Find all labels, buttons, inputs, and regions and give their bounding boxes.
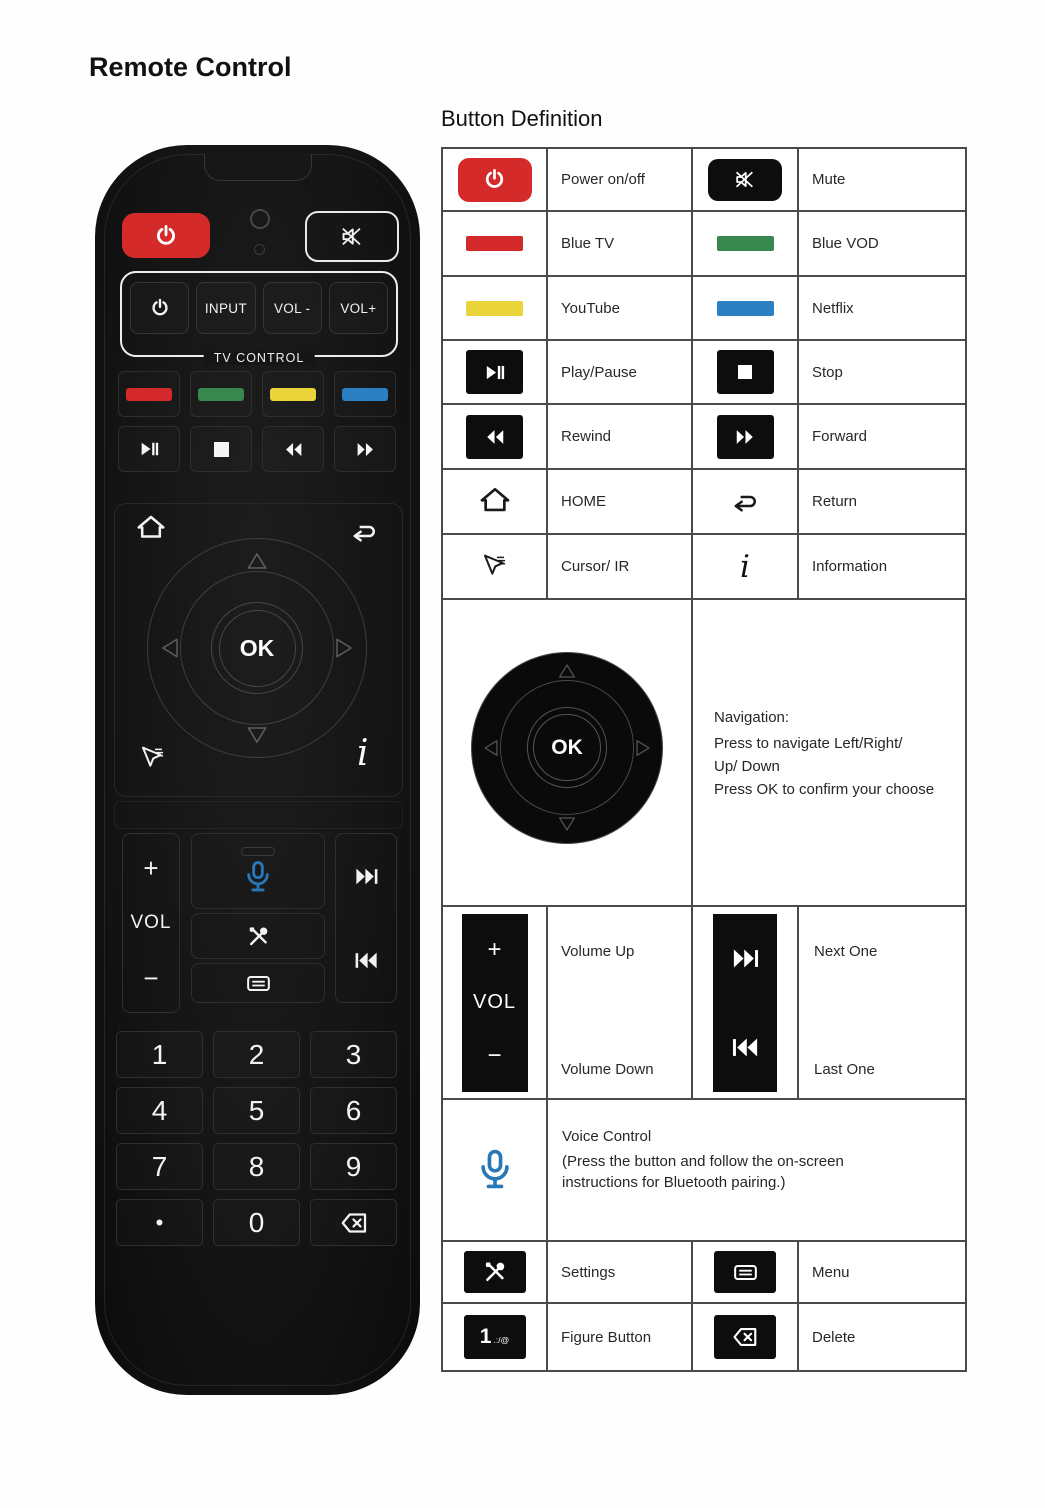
mute-icon-cell	[693, 149, 799, 212]
nav-right-icon	[331, 635, 357, 661]
home-button	[135, 513, 167, 545]
navigation-pad-image	[471, 652, 663, 844]
cursor-icon	[137, 743, 169, 775]
cursor-icon	[479, 551, 511, 583]
stop-label-cell: Stop	[799, 341, 965, 405]
red-bar	[126, 388, 172, 401]
microphone-icon	[240, 859, 276, 895]
green-color-button	[190, 371, 252, 417]
digit-9-button: 9	[310, 1143, 397, 1190]
voice-text-cell	[548, 1100, 965, 1242]
navigation-pad	[147, 538, 367, 758]
volume-minus-label: −	[143, 962, 159, 993]
tv-vol-plus-button: VOL+	[329, 282, 388, 334]
red-bar	[466, 236, 523, 251]
figure-button-image	[464, 1315, 526, 1359]
remote-top-notch	[204, 154, 312, 181]
nav-down-icon	[244, 722, 270, 748]
blue-bar	[342, 388, 388, 401]
blue-bar	[717, 301, 774, 316]
forward-button-image	[717, 415, 774, 459]
delete-label-cell: Delete	[812, 1328, 856, 1346]
home-icon-cell	[443, 470, 548, 535]
digit-8-button: 8	[213, 1143, 300, 1190]
blue-tv-icon-cell	[443, 212, 548, 277]
figure-sub-label: .:/@	[493, 1335, 510, 1345]
delete-key-button	[310, 1199, 397, 1246]
nav-left-icon	[480, 737, 502, 759]
dot-button	[116, 1199, 203, 1246]
settings-icon	[482, 1259, 508, 1285]
delete-icon	[731, 1323, 759, 1351]
navigation-line: Press OK to confirm your choose	[714, 781, 935, 798]
rewind-button-image	[466, 415, 523, 459]
home-label-cell: HOME	[548, 470, 693, 535]
play-pause-button-image	[466, 350, 523, 394]
delete-icon	[339, 1208, 369, 1238]
last-one-label: Last One	[814, 1061, 875, 1078]
microphone-icon	[472, 1147, 518, 1193]
voice-control-line: (Press the button and follow the on-screen	[562, 1153, 844, 1170]
color-buttons-row	[118, 371, 396, 417]
navigation-line: Press to navigate Left/Right/	[714, 735, 903, 752]
green-bar	[717, 236, 774, 251]
volume-down-label: Volume Down	[561, 1061, 654, 1078]
delete-icon-cell	[693, 1304, 799, 1370]
youtube-icon-cell	[443, 277, 548, 341]
mute-button-image	[708, 159, 782, 201]
tv-vol-minus-button: VOL -	[263, 282, 322, 334]
stop-icon	[738, 365, 752, 379]
information-icon-cell	[693, 535, 799, 600]
netflix-icon-cell	[693, 277, 799, 341]
blue-color-button	[334, 371, 396, 417]
digit-5-button: 5	[213, 1087, 300, 1134]
info-button: i	[357, 733, 369, 774]
forward-label-cell: Forward	[799, 405, 965, 470]
mic-slot	[241, 847, 275, 856]
settings-icon-cell	[443, 1242, 548, 1304]
menu-icon	[732, 1259, 759, 1286]
dot-label: •	[155, 1209, 164, 1235]
tv-control-group	[120, 271, 398, 365]
return-button	[346, 517, 382, 547]
power-icon	[149, 297, 171, 319]
play-pause-button	[118, 426, 180, 472]
next-one-label: Next One	[814, 943, 878, 960]
digit-1-button: 1	[116, 1031, 203, 1078]
mute-label-cell: Mute	[799, 149, 965, 212]
power-icon	[153, 223, 179, 249]
menu-button	[191, 963, 325, 1003]
navigation-image-cell	[443, 600, 693, 907]
voice-button	[191, 833, 325, 909]
rewind-button	[262, 426, 324, 472]
navigation-text-cell	[693, 600, 965, 907]
ok-button: OK	[533, 714, 600, 781]
nav-down-icon	[556, 813, 578, 835]
page-title: Remote Control	[89, 52, 292, 82]
cursor-ir-button	[137, 743, 169, 775]
return-icon	[727, 487, 763, 517]
navigation-title: Navigation:	[714, 709, 790, 726]
blue-vod-icon-cell	[693, 212, 799, 277]
nav-right-icon	[632, 737, 654, 759]
forward-icon	[734, 426, 756, 448]
figure-icon-cell	[443, 1304, 548, 1370]
power-button	[122, 213, 210, 258]
mute-icon	[339, 223, 366, 250]
delete-button-image	[714, 1315, 776, 1359]
stop-icon-cell	[693, 341, 799, 405]
volume-rocker-image	[462, 914, 528, 1092]
nav-up-icon	[244, 548, 270, 574]
volume-minus-label: −	[487, 1041, 502, 1069]
play-pause-label-cell: Play/Pause	[548, 341, 693, 405]
digit-4-button: 4	[116, 1087, 203, 1134]
netflix-label-cell: Netflix	[799, 277, 965, 341]
rewind-icon	[283, 439, 304, 460]
yellow-bar	[270, 388, 316, 401]
voice-control-line: instructions for Bluetooth pairing.)	[562, 1174, 786, 1191]
tv-control-row	[130, 282, 388, 334]
youtube-label-cell: YouTube	[548, 277, 693, 341]
next-last-rocker-image	[713, 914, 777, 1092]
volume-rocker	[122, 833, 180, 1013]
yellow-bar	[466, 301, 523, 316]
blue-tv-label-cell: Blue TV	[548, 212, 693, 277]
forward-button	[334, 426, 396, 472]
navigation-line: Up/ Down	[714, 758, 780, 775]
rewind-label-cell: Rewind	[548, 405, 693, 470]
ir-led	[250, 209, 270, 229]
settings-icon	[246, 924, 271, 949]
mic-hole	[254, 244, 265, 255]
digit-6-button: 6	[310, 1087, 397, 1134]
stop-button-image	[717, 350, 774, 394]
digit-7-button: 7	[116, 1143, 203, 1190]
next-last-labels-cell	[799, 907, 965, 1100]
home-icon	[135, 513, 167, 545]
mute-button	[305, 211, 399, 262]
next-icon	[730, 943, 761, 974]
last-icon	[730, 1032, 761, 1063]
settings-button-image	[464, 1251, 526, 1293]
return-label-cell: Return	[799, 470, 965, 535]
info-icon: i	[740, 548, 750, 585]
menu-label-cell: Menu	[799, 1242, 965, 1304]
forward-icon-cell	[693, 405, 799, 470]
voice-icon-cell	[443, 1100, 548, 1242]
digit-0-button: 0	[213, 1199, 300, 1246]
cursor-label-cell: Cursor/ IR	[548, 535, 693, 600]
nav-up-icon	[556, 660, 578, 682]
tv-control-label: TV CONTROL	[204, 351, 315, 365]
stop-button	[190, 426, 252, 472]
figure-main-label: 1	[479, 1325, 492, 1348]
power-button-image	[458, 158, 532, 202]
next-last-image-cell	[693, 907, 799, 1100]
next-icon	[353, 863, 380, 890]
red-color-button	[118, 371, 180, 417]
settings-button	[191, 913, 325, 959]
volume-plus-label: +	[143, 853, 159, 884]
rewind-icon-cell	[443, 405, 548, 470]
volume-labels-cell	[548, 907, 693, 1100]
tv-power-button	[130, 282, 189, 334]
digit-3-button: 3	[310, 1031, 397, 1078]
media-buttons-row	[118, 426, 396, 472]
number-pad	[116, 1031, 397, 1246]
menu-icon-cell	[693, 1242, 799, 1304]
tv-input-button: INPUT	[196, 282, 255, 334]
menu-button-image	[714, 1251, 776, 1293]
voice-control-title: Voice Control	[562, 1128, 652, 1145]
play-pause-icon	[139, 439, 159, 459]
button-definition-table	[441, 147, 967, 1372]
yellow-color-button	[262, 371, 324, 417]
forward-icon	[355, 439, 376, 460]
ok-button: OK	[219, 610, 296, 687]
menu-icon	[245, 970, 272, 997]
home-icon	[478, 485, 512, 519]
power-icon	[482, 167, 507, 192]
last-icon	[353, 947, 380, 974]
figure-label-cell: Figure Button	[548, 1304, 693, 1370]
blue-vod-label-cell: Blue VOD	[799, 212, 965, 277]
power-label-cell: Power on/off	[548, 149, 693, 212]
settings-label-cell: Settings	[548, 1242, 693, 1304]
volume-label: VOL	[472, 991, 517, 1013]
play-pause-icon	[484, 362, 505, 383]
rewind-icon	[484, 426, 506, 448]
return-icon	[346, 517, 382, 547]
volume-image-cell	[443, 907, 548, 1100]
volume-label: VOL	[130, 911, 172, 933]
play-pause-icon-cell	[443, 341, 548, 405]
nav-left-icon	[157, 635, 183, 661]
volume-up-label: Volume Up	[561, 943, 635, 960]
stop-icon	[214, 442, 229, 457]
cursor-icon-cell	[443, 535, 548, 600]
next-last-rocker	[335, 833, 397, 1003]
digit-2-button: 2	[213, 1031, 300, 1078]
power-icon-cell	[443, 149, 548, 212]
return-icon-cell	[693, 470, 799, 535]
remote-illustration	[95, 145, 420, 1395]
section-divider-strip	[114, 801, 403, 829]
information-label-cell: Information	[799, 535, 965, 600]
green-bar	[198, 388, 244, 401]
table-heading: Button Definition	[441, 106, 603, 131]
mute-icon	[733, 167, 758, 192]
volume-plus-label: +	[487, 935, 502, 963]
